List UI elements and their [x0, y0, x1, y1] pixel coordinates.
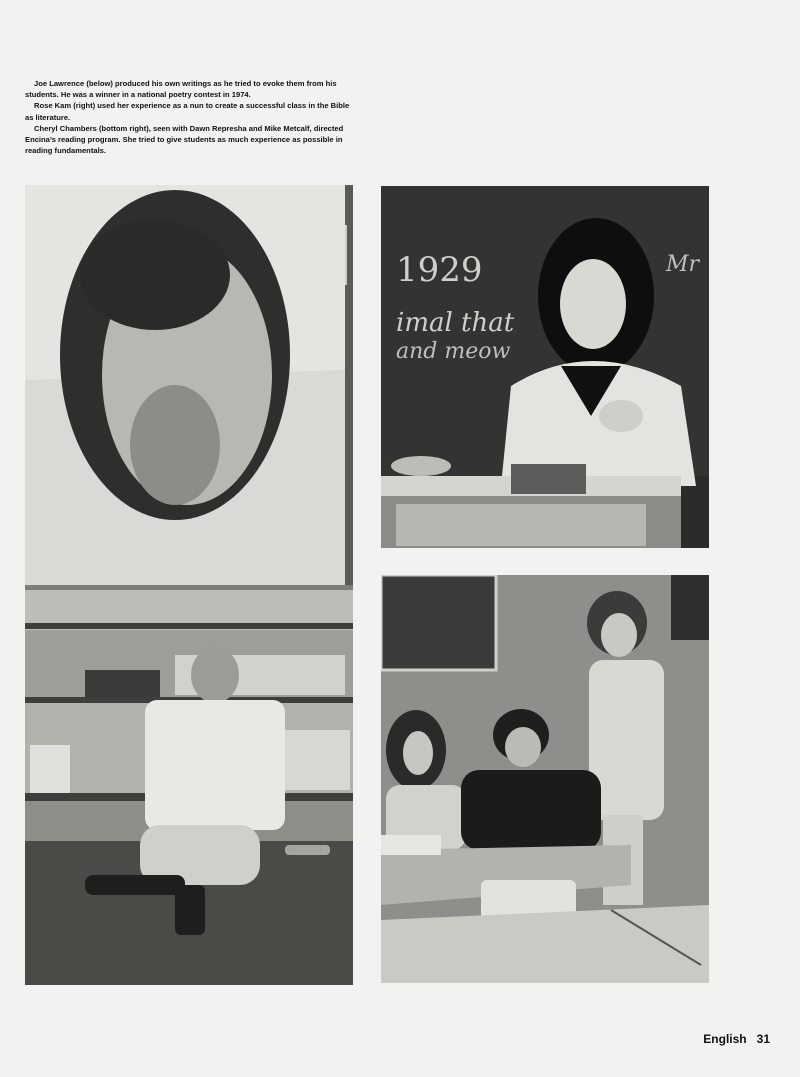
caption-paragraph-chambers: Cheryl Chambers (bottom right), seen with Dawn Represha and Mike Metcalf, directed Encina’s reading program. She tried to give students as much experience as possible in reading fundamentals. [25, 123, 344, 156]
chalk-text-name: Mr [666, 252, 700, 277]
caption-block [25, 78, 357, 156]
photo-cheryl-chambers-image [381, 575, 709, 983]
caption-paragraph-kam: Rose Kam (right) used her experience as a nun to create a successful class in the Bible as literature. [25, 101, 350, 122]
page-number: 31 [756, 1032, 770, 1046]
caption-paragraph-lawrence: Joe Lawrence (below) produced his own writings as he tried to evoke them from his students. He was a winner in a national poetry contest in 1974. [25, 79, 337, 100]
photo-cheryl-chambers [381, 575, 709, 983]
page-footer [703, 1032, 770, 1046]
photo-joe-lawrence [25, 185, 353, 985]
chalk-text-line-1: imal that [396, 308, 515, 338]
photo-rose-kam [381, 186, 709, 548]
photo-rose-kam-image [381, 186, 709, 548]
photo-joe-lawrence-image [25, 185, 353, 985]
chalk-text-year: 1929 [396, 250, 483, 290]
section-title: English [703, 1032, 747, 1046]
chalk-text-line-2: and meow [396, 339, 511, 364]
